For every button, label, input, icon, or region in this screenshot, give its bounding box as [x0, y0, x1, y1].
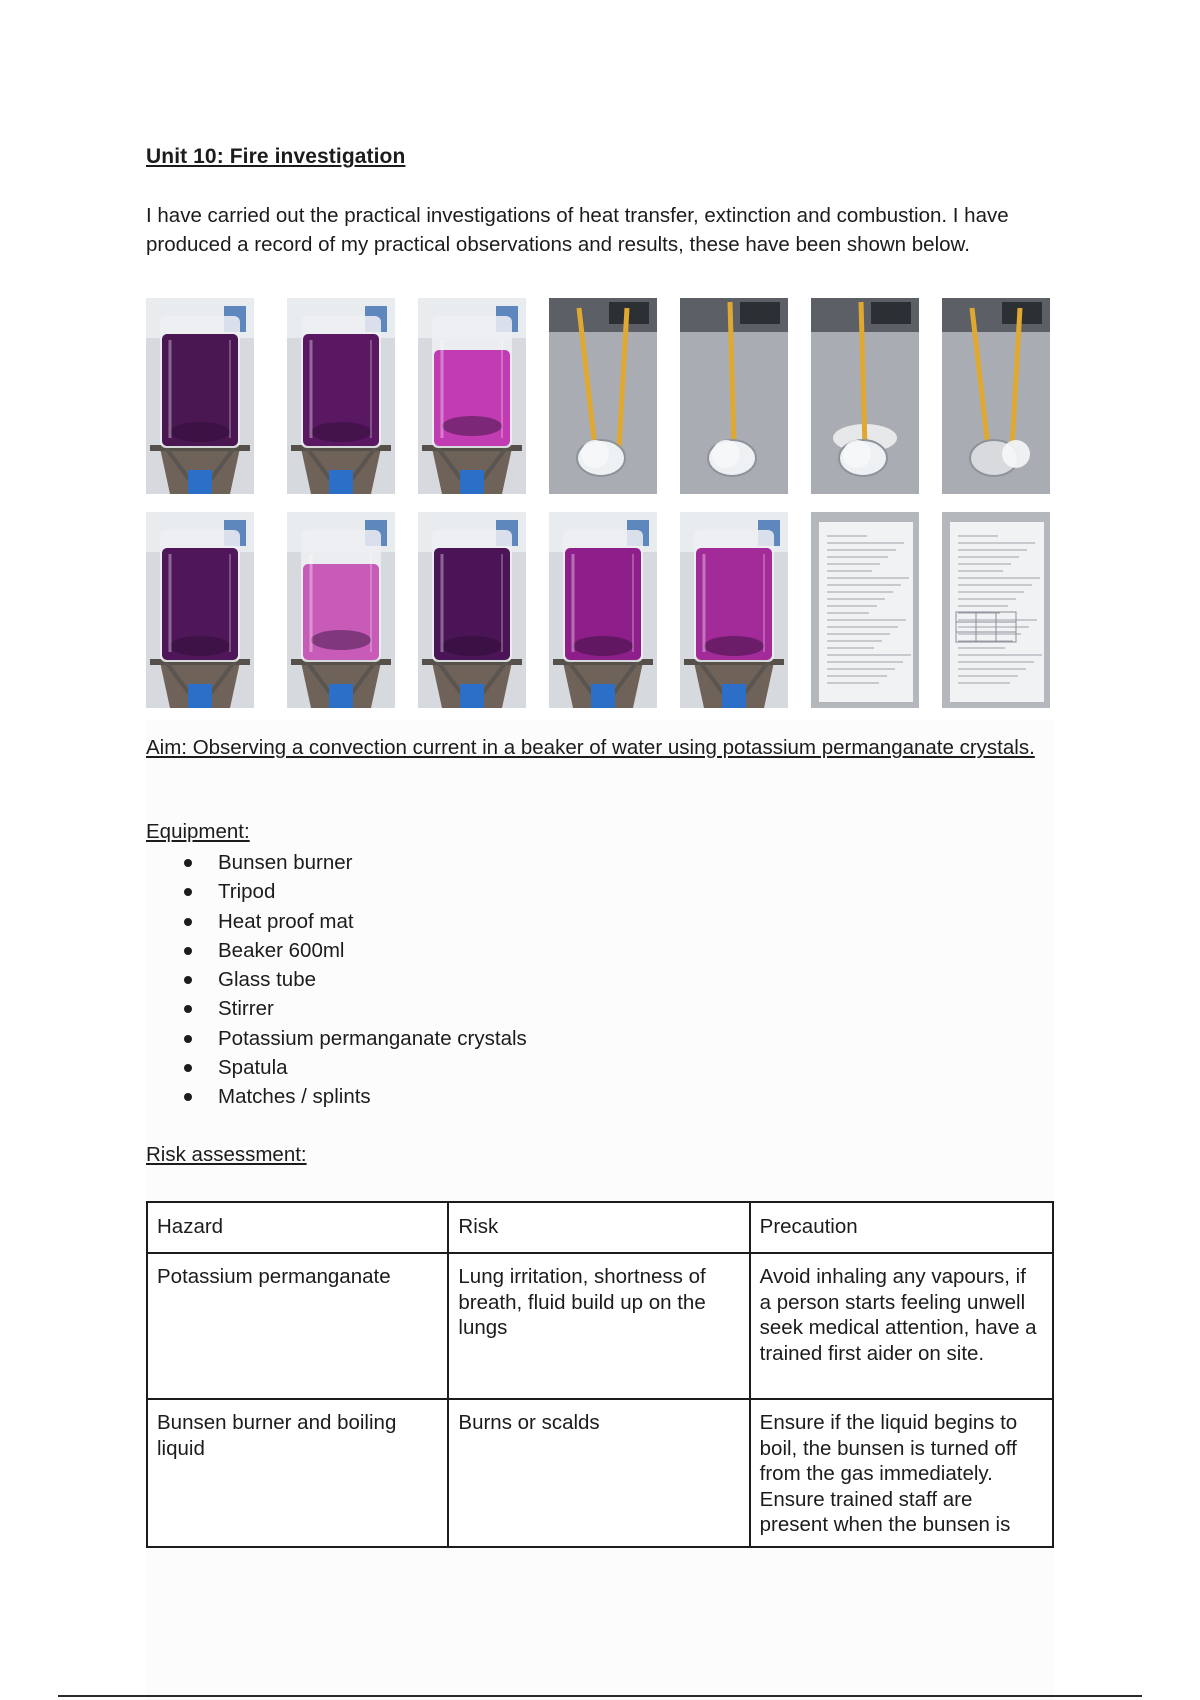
bullet-icon — [184, 859, 192, 867]
photo-image — [549, 512, 657, 708]
list-item — [146, 1082, 527, 1111]
practical-photo — [811, 298, 919, 494]
bullet-icon — [184, 976, 192, 984]
equipment-item: Stirrer — [218, 997, 274, 1021]
list-item — [146, 848, 527, 877]
table-header-row — [147, 1202, 1053, 1253]
photo-image — [942, 512, 1050, 708]
photo-image — [680, 512, 788, 708]
risk-assessment-heading: Risk assessment: — [146, 1143, 307, 1166]
equipment-item: Spatula — [218, 1056, 288, 1080]
photo-image — [146, 298, 254, 494]
page-title: Unit 10: Fire investigation — [146, 145, 406, 168]
practical-photo — [418, 298, 526, 494]
photo-image — [146, 512, 254, 708]
practical-photo — [942, 298, 1050, 494]
photo-image — [680, 298, 788, 494]
table-cell: Lung irritation, shortness of breath, fluid build up on the lungs — [448, 1253, 749, 1399]
equipment-item: Matches / splints — [218, 1085, 371, 1109]
list-item — [146, 994, 527, 1023]
table-cell: Potassium permanganate — [147, 1253, 448, 1399]
practical-photo — [418, 512, 526, 708]
bullet-icon — [184, 1064, 192, 1072]
list-item — [146, 936, 527, 965]
equipment-list — [146, 848, 527, 1112]
photo-image — [942, 298, 1050, 494]
table-header-cell: Risk — [448, 1202, 749, 1253]
equipment-item: Beaker 600ml — [218, 938, 345, 962]
photo-image — [418, 512, 526, 708]
equipment-item: Heat proof mat — [218, 909, 354, 933]
bullet-icon — [184, 918, 192, 926]
practical-photo — [146, 298, 254, 494]
practical-photo — [811, 512, 919, 708]
practical-photo — [680, 298, 788, 494]
equipment-item: Bunsen burner — [218, 851, 353, 874]
table-header-cell: Precaution — [750, 1202, 1053, 1253]
intro-paragraph: I have carried out the practical investigations of heat transfer, extinction and combustion. I have produced a record of my practical observations and results, these have been shown below. — [146, 204, 1009, 256]
table-header-cell: Hazard — [147, 1202, 448, 1253]
bullet-icon — [184, 1093, 192, 1101]
equipment-item: Glass tube — [218, 968, 316, 992]
list-item — [146, 907, 527, 936]
equipment-item: Tripod — [218, 880, 276, 904]
photo-image — [811, 512, 919, 708]
table-cell: Bunsen burner and boiling liquid — [147, 1399, 448, 1547]
practical-photo — [287, 512, 395, 708]
page-bottom-rule — [58, 1695, 1142, 1697]
list-item — [146, 1053, 527, 1082]
practical-photo — [549, 298, 657, 494]
list-item — [146, 965, 527, 994]
photo-image — [287, 298, 395, 494]
bullet-icon — [184, 888, 192, 896]
practical-photo — [942, 512, 1050, 708]
photo-image — [811, 298, 919, 494]
photo-image — [549, 298, 657, 494]
equipment-item: Potassium permanganate crystals — [218, 1026, 527, 1050]
risk-assessment-table — [146, 1201, 1054, 1548]
table-row — [147, 1399, 1053, 1547]
table-cell: Ensure if the liquid begins to boil, the bunsen is turned off from the gas immediately. Ensure trained staff are present when the bunsen is — [750, 1399, 1053, 1547]
list-item — [146, 1024, 527, 1053]
table-cell: Avoid inhaling any vapours, if a person starts feeling unwell seek medical attention, have a trained first aider on site. — [750, 1253, 1053, 1399]
aim-text: Aim: Observing a convection current in a beaker of water using potassium permanganate crystals. — [146, 736, 1035, 759]
bullet-icon — [184, 1005, 192, 1013]
practical-photo — [680, 512, 788, 708]
table-row — [147, 1253, 1053, 1399]
photo-image — [287, 512, 395, 708]
practical-photo — [146, 512, 254, 708]
equipment-heading: Equipment: — [146, 820, 250, 843]
practical-photo — [549, 512, 657, 708]
list-item — [146, 877, 527, 906]
practical-photo — [287, 298, 395, 494]
bullet-icon — [184, 1035, 192, 1043]
table-cell: Burns or scalds — [448, 1399, 749, 1547]
photo-image — [418, 298, 526, 494]
bullet-icon — [184, 947, 192, 955]
